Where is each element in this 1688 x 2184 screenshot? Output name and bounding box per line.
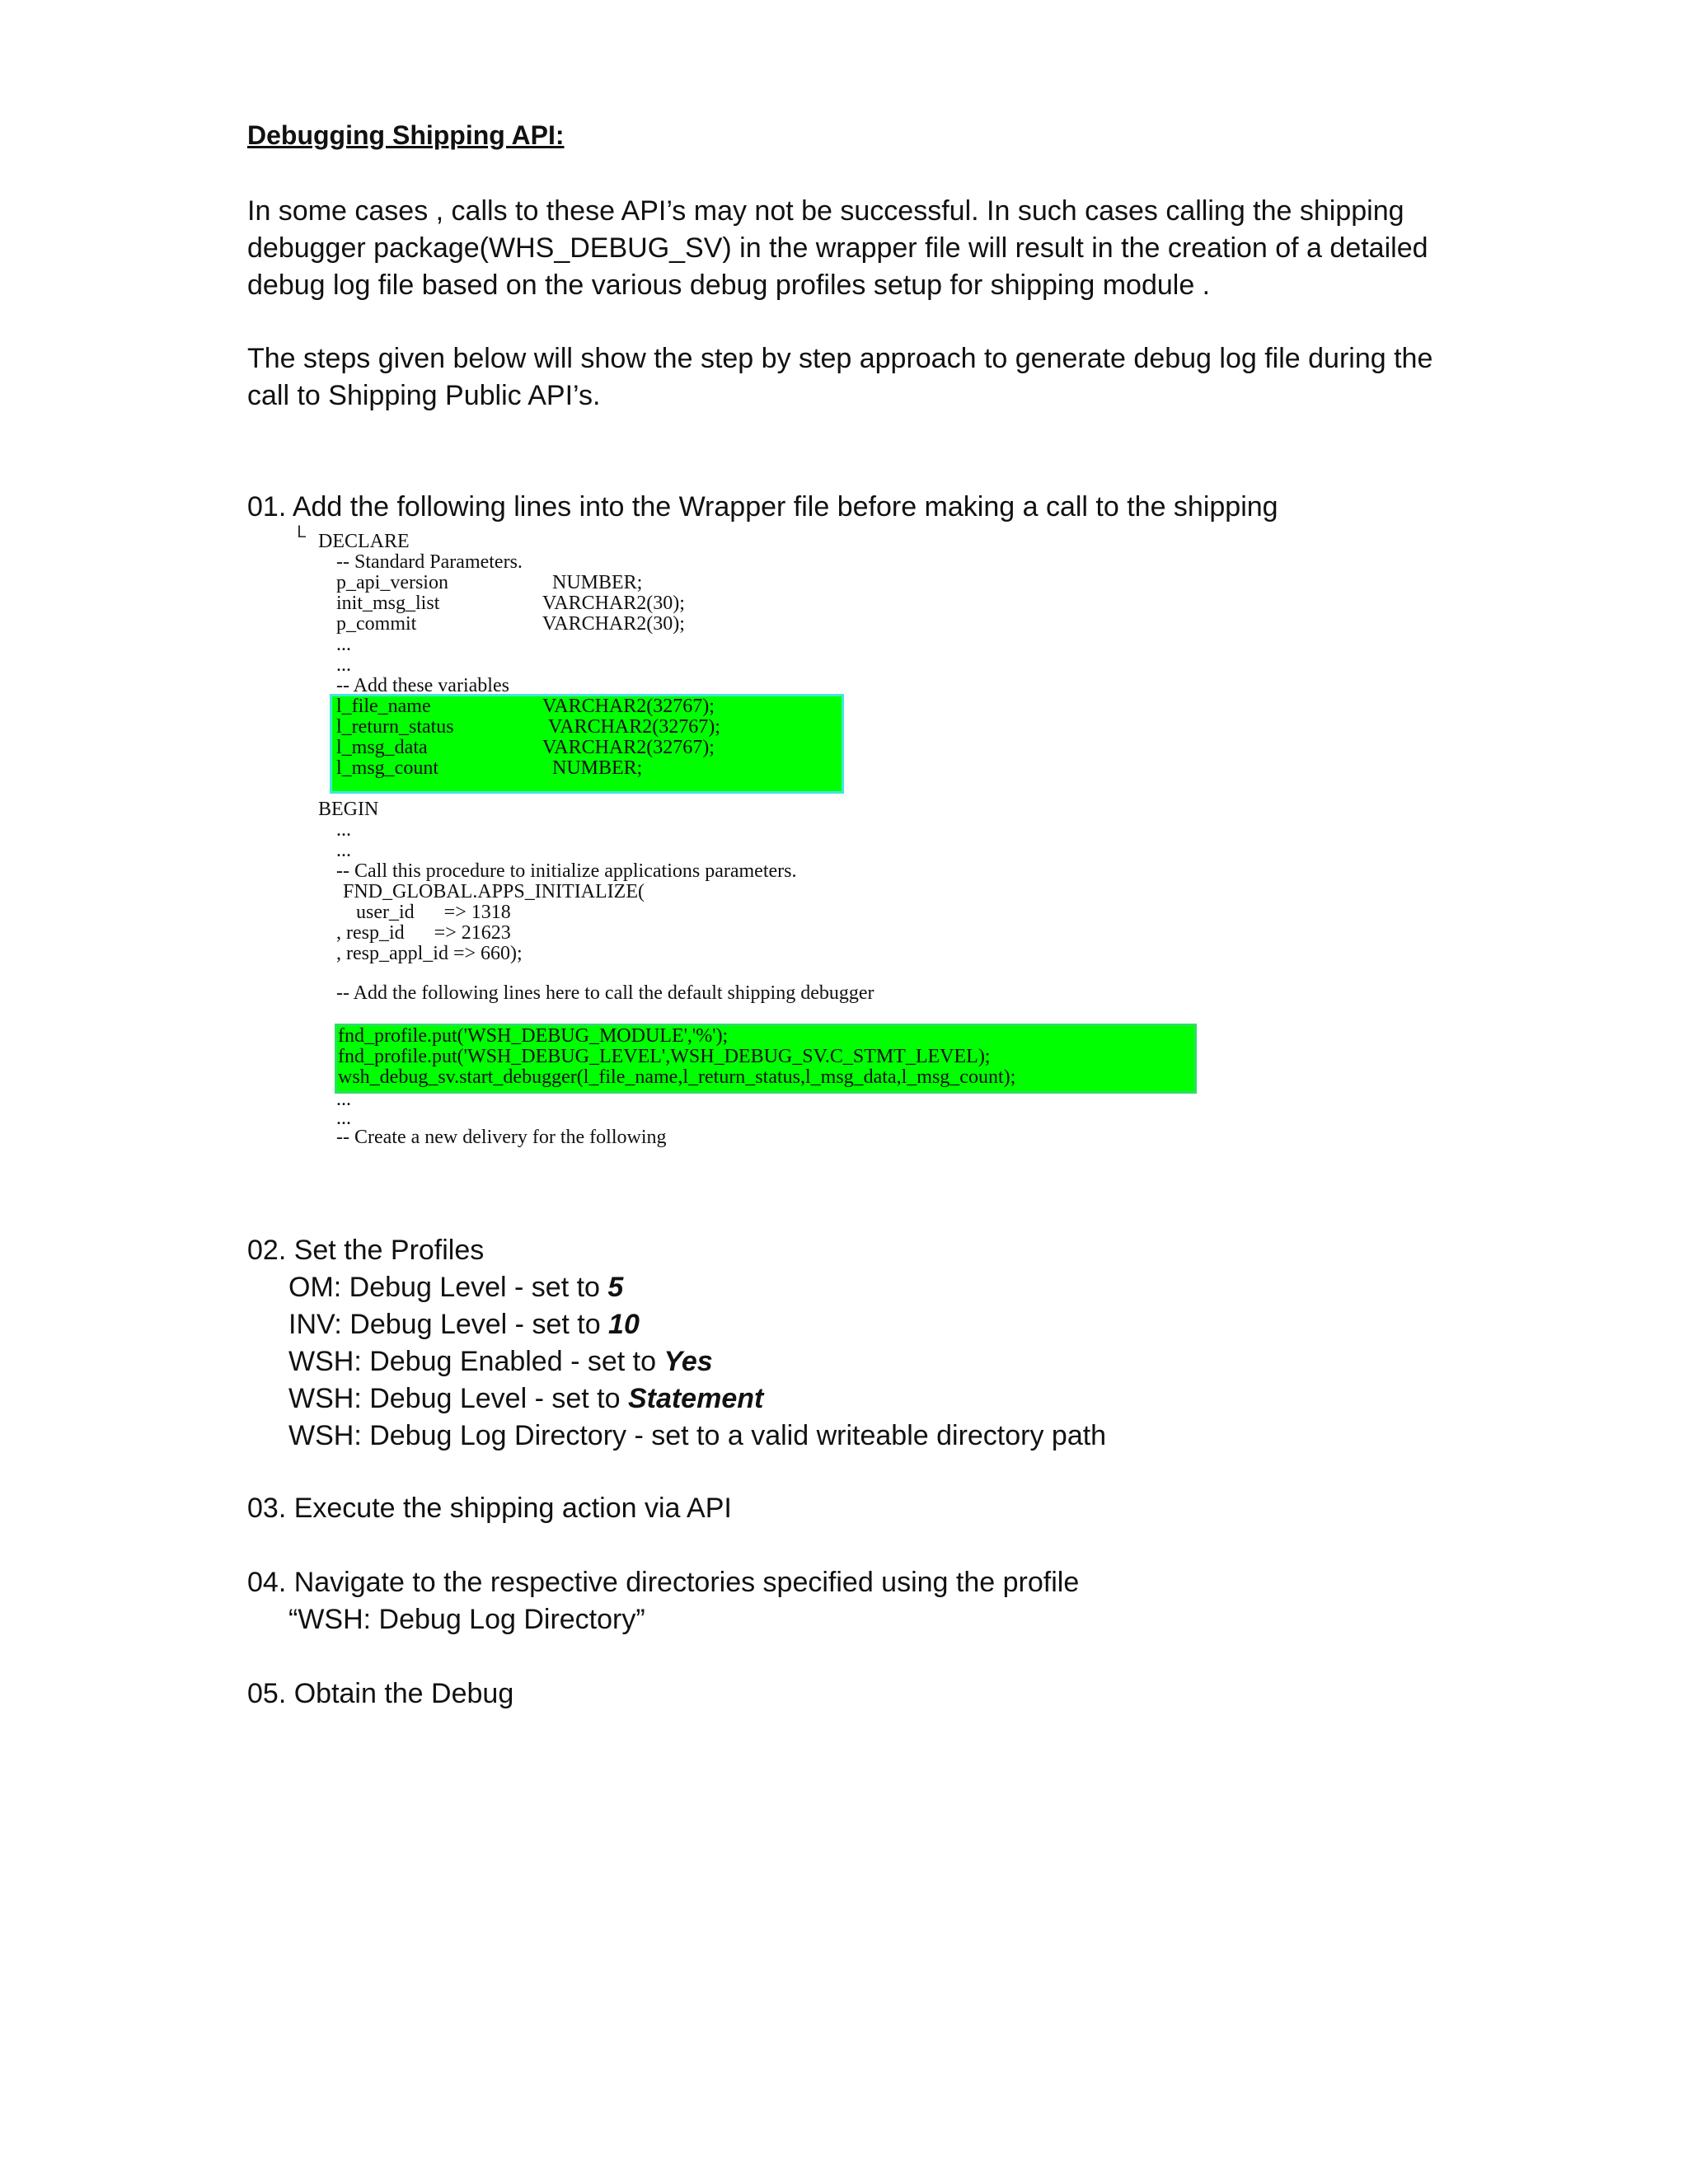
- code-line: l_msg_data: [336, 737, 428, 758]
- step-02: 02. Set the Profiles: [247, 1235, 485, 1266]
- code-line: l_msg_count: [336, 757, 438, 779]
- profile-inv-debug-level: INV: Debug Level - set to 10: [288, 1309, 640, 1340]
- code-line: user_id => 1318: [356, 902, 511, 923]
- code-line: p_api_version: [336, 572, 448, 593]
- code-line: VARCHAR2(32767);: [548, 716, 720, 738]
- code-line: VARCHAR2(32767);: [542, 696, 715, 717]
- step-01: 01. Add the following lines into the Wrapper file before making a call to the shipping: [247, 491, 1278, 523]
- code-line: VARCHAR2(30);: [542, 593, 685, 614]
- code-line: ...: [336, 1089, 351, 1110]
- code-line: init_msg_list: [336, 593, 440, 614]
- step-04-profile-name: “WSH: Debug Log Directory”: [288, 1604, 645, 1635]
- code-line: VARCHAR2(30);: [542, 613, 685, 635]
- profile-wsh-debug-enabled: WSH: Debug Enabled - set to Yes: [288, 1346, 713, 1377]
- code-line: l_return_status: [336, 716, 454, 738]
- code-line: fnd_profile.put('WSH_DEBUG_LEVEL',WSH_DEBUG_SV.C_STMT_LEVEL);: [338, 1046, 991, 1067]
- profile-wsh-debug-log-directory: WSH: Debug Log Directory - set to a valid writeable directory path: [288, 1420, 1107, 1451]
- page-title: Debugging Shipping API:: [247, 120, 565, 150]
- code-line: ...: [336, 634, 351, 655]
- code-line: , resp_id => 21623: [336, 922, 511, 944]
- code-line: ...: [336, 819, 351, 841]
- code-line: VARCHAR2(32767);: [542, 737, 715, 758]
- text-cursor-icon: ᒪ: [297, 522, 307, 541]
- code-line: wsh_debug_sv.start_debugger(l_file_name,l_return_status,l_msg_data,l_msg_count);: [338, 1066, 1016, 1088]
- code-line: ...: [336, 654, 351, 676]
- code-line: DECLARE: [318, 531, 410, 552]
- code-screenshot: [297, 532, 1228, 1183]
- code-line: -- Call this procedure to initialize applications parameters.: [336, 860, 797, 882]
- code-line: -- Add the following lines here to call the default shipping debugger: [336, 982, 874, 1004]
- code-line: -- Add these variables: [336, 675, 509, 696]
- code-line: p_commit: [336, 613, 417, 635]
- profile-wsh-debug-level: WSH: Debug Level - set to Statement: [288, 1383, 764, 1414]
- code-line: fnd_profile.put('WSH_DEBUG_MODULE','%');: [338, 1025, 729, 1047]
- profile-om-debug-level: OM: Debug Level - set to 5: [288, 1272, 624, 1303]
- intro-paragraph: In some cases , calls to these API’s may not be successful. In such cases calling the shipping debugger package(WHS_DEBUG_SV) in the wrapper file will result in the creation of a detailed debug log file based on the various debug profiles setup for shipping module .: [247, 195, 1428, 301]
- code-line: , resp_appl_id => 660);: [336, 943, 523, 964]
- code-line: NUMBER;: [552, 757, 643, 779]
- step-03: 03. Execute the shipping action via API: [247, 1493, 732, 1524]
- step-05: 05. Obtain the Debug: [247, 1678, 514, 1709]
- code-line: -- Create a new delivery for the following: [336, 1127, 667, 1148]
- code-line: ...: [336, 840, 351, 861]
- step-04: 04. Navigate to the respective directories specified using the profile: [247, 1567, 1080, 1598]
- code-line: l_file_name: [336, 696, 431, 717]
- steps-paragraph: The steps given below will show the step by step approach to generate debug log file during the call to Shipping Public API’s.: [247, 343, 1433, 411]
- code-line: BEGIN: [318, 799, 379, 820]
- code-line: FND_GLOBAL.APPS_INITIALIZE(: [343, 881, 645, 902]
- code-line: -- Standard Parameters.: [336, 551, 523, 573]
- code-line: NUMBER;: [552, 572, 643, 593]
- code-line: ...: [336, 1108, 351, 1129]
